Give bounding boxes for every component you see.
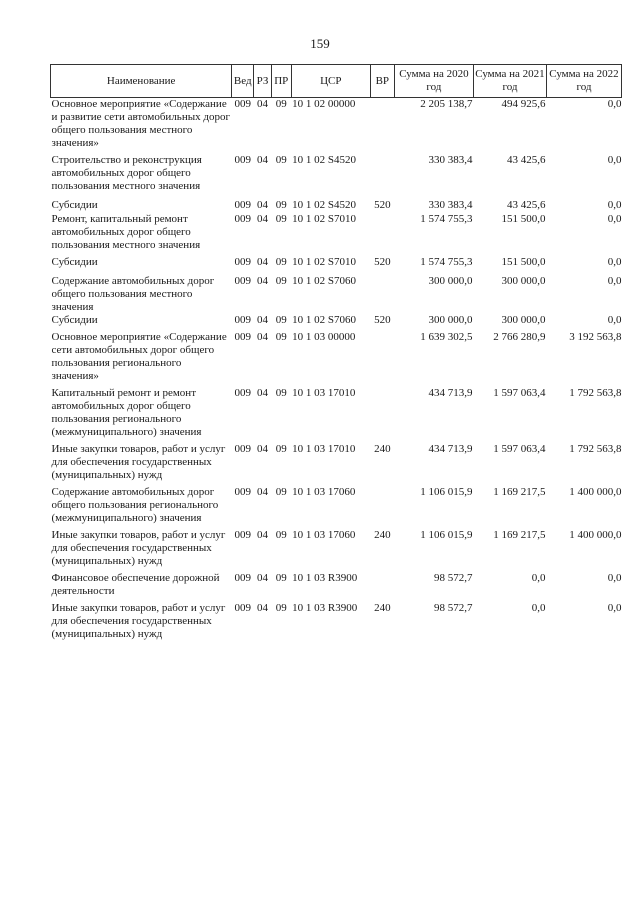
- page-number: 159: [310, 36, 330, 51]
- row-vr: [370, 98, 394, 155]
- row-sum-2022: 1 792 563,8: [569, 443, 622, 455]
- header-ved: Вед: [232, 65, 254, 98]
- row-vr: 240: [374, 529, 391, 541]
- row-name: Субсидии: [51, 256, 98, 268]
- row-csr: 10 1 03 R3900: [292, 572, 358, 584]
- row-rz: 04: [257, 529, 269, 541]
- row-rz: 04: [257, 199, 269, 211]
- header-csr: ЦСР: [291, 65, 370, 98]
- row-sum-2022: 1 400 000,0: [569, 486, 622, 498]
- row-csr: 10 1 02 S4520: [292, 154, 357, 166]
- row-pr: 09: [275, 314, 287, 326]
- row-pr: 09: [275, 213, 287, 225]
- row-sum-2020: 1 106 015,9: [420, 529, 473, 541]
- row-vr: [370, 331, 394, 387]
- row-vr: 240: [374, 443, 391, 455]
- row-sum-2020: 434 713,9: [428, 443, 473, 455]
- row-sum-2022: 0,0: [607, 199, 622, 211]
- row-csr: 10 1 03 17060: [292, 529, 356, 541]
- table-row: [51, 213, 622, 256]
- row-sum-2022: 0,0: [607, 602, 622, 614]
- row-vr: [370, 275, 394, 314]
- row-sum-2021: 494 925,6: [501, 98, 546, 110]
- row-sum-2021: 300 000,0: [501, 314, 546, 326]
- table-row: [51, 387, 622, 443]
- row-sum-2021: 2 766 280,9: [493, 331, 546, 343]
- table-row: [51, 314, 622, 331]
- row-name: Ремонт, капитальный ремонт автомобильных дорог общего пользования местного значения: [51, 213, 201, 251]
- row-csr: 10 1 03 00000: [292, 331, 356, 343]
- row-pr: 09: [275, 529, 287, 541]
- row-rz: 04: [257, 486, 269, 498]
- row-csr: 10 1 02 S7010: [292, 256, 357, 268]
- row-name: Иные закупки товаров, работ и услуг для обеспечения государственных (муниципальных) нужд: [51, 602, 226, 640]
- header-vr: ВР: [370, 65, 394, 98]
- row-sum-2022: 0,0: [607, 572, 622, 584]
- row-name: Содержание автомобильных дорог общего пользования регионального (межмуниципального) значения: [51, 486, 219, 524]
- table-row: [51, 602, 622, 645]
- row-vr: [370, 572, 394, 602]
- row-pr: 09: [275, 486, 287, 498]
- row-csr: 10 1 03 17010: [292, 443, 356, 455]
- row-ved: 009: [234, 387, 251, 399]
- row-vr: [370, 154, 394, 199]
- row-ved: 009: [234, 486, 251, 498]
- table-row: [51, 256, 622, 275]
- row-sum-2022: 0,0: [607, 314, 622, 326]
- table-row: [51, 331, 622, 387]
- row-csr: 10 1 02 S7060: [292, 314, 357, 326]
- row-sum-2021: 151 500,0: [501, 213, 546, 225]
- row-rz: 04: [257, 213, 269, 225]
- row-sum-2020: 98 572,7: [434, 602, 473, 614]
- table-row: [51, 154, 622, 199]
- row-ved: 009: [234, 199, 251, 211]
- row-name: Финансовое обеспечение дорожной деятельности: [51, 572, 220, 597]
- row-rz: 04: [257, 154, 269, 166]
- table-row: [51, 199, 622, 213]
- row-sum-2020: 1 574 755,3: [420, 256, 473, 268]
- row-sum-2020: 434 713,9: [428, 387, 473, 399]
- row-csr: 10 1 02 S7060: [292, 275, 357, 287]
- table-row: [51, 443, 622, 486]
- row-csr: 10 1 02 S4520: [292, 199, 357, 211]
- row-sum-2020: 2 205 138,7: [420, 98, 473, 110]
- row-sum-2022: 1 400 000,0: [569, 529, 622, 541]
- table-row: [51, 529, 622, 572]
- row-name: Содержание автомобильных дорог общего пользования местного значения: [51, 275, 215, 313]
- row-ved: 009: [234, 314, 251, 326]
- row-vr: [370, 213, 394, 256]
- row-sum-2021: 0,0: [531, 572, 546, 584]
- row-rz: 04: [257, 331, 269, 343]
- row-name: Субсидии: [51, 199, 98, 211]
- row-ved: 009: [234, 529, 251, 541]
- row-sum-2020: 300 000,0: [428, 275, 473, 287]
- row-pr: 09: [275, 572, 287, 584]
- header-pr: ПР: [271, 65, 291, 98]
- row-pr: 09: [275, 199, 287, 211]
- row-name: Иные закупки товаров, работ и услуг для обеспечения государственных (муниципальных) нужд: [51, 443, 226, 481]
- table-row: [51, 98, 622, 155]
- row-sum-2021: 1 597 063,4: [493, 443, 546, 455]
- row-csr: 10 1 02 00000: [292, 98, 356, 110]
- table-row: [51, 572, 622, 602]
- row-vr: [370, 486, 394, 529]
- row-rz: 04: [257, 98, 269, 110]
- row-sum-2020: 1 106 015,9: [420, 486, 473, 498]
- row-csr: 10 1 03 R3900: [292, 602, 358, 614]
- row-sum-2022: 0,0: [607, 98, 622, 110]
- row-pr: 09: [275, 387, 287, 399]
- row-sum-2021: 1 169 217,5: [493, 529, 546, 541]
- row-name: Основное мероприятие «Содержание и развитие сети автомобильных дорог общего пользования местного значения»: [51, 98, 230, 149]
- row-vr: 520: [374, 199, 391, 211]
- row-pr: 09: [275, 256, 287, 268]
- row-ved: 009: [234, 443, 251, 455]
- table-row: [51, 275, 622, 314]
- row-sum-2022: 1 792 563,8: [569, 387, 622, 399]
- header-name: Наименование: [51, 65, 232, 98]
- header-sum-2020: Сумма на 2020 год: [394, 65, 473, 98]
- row-sum-2020: 1 639 302,5: [420, 331, 473, 343]
- row-sum-2021: 1 597 063,4: [493, 387, 546, 399]
- row-ved: 009: [234, 98, 251, 110]
- row-rz: 04: [257, 572, 269, 584]
- row-sum-2020: 300 000,0: [428, 314, 473, 326]
- row-pr: 09: [275, 331, 287, 343]
- row-sum-2020: 98 572,7: [434, 572, 473, 584]
- row-rz: 04: [257, 443, 269, 455]
- row-ved: 009: [234, 331, 251, 343]
- row-vr: 520: [374, 256, 391, 268]
- header-rz: РЗ: [254, 65, 272, 98]
- row-ved: 009: [234, 275, 251, 287]
- row-csr: 10 1 03 17010: [292, 387, 356, 399]
- row-sum-2022: 0,0: [607, 213, 622, 225]
- row-sum-2020: 1 574 755,3: [420, 213, 473, 225]
- row-sum-2021: 151 500,0: [501, 256, 546, 268]
- row-vr: 240: [374, 602, 391, 614]
- row-csr: 10 1 03 17060: [292, 486, 356, 498]
- header-sum-2022: Сумма на 2022 год: [546, 65, 621, 98]
- row-ved: 009: [234, 572, 251, 584]
- row-sum-2021: 0,0: [531, 602, 546, 614]
- row-ved: 009: [234, 213, 251, 225]
- budget-table: [50, 64, 622, 645]
- row-sum-2022: 0,0: [607, 275, 622, 287]
- row-ved: 009: [234, 256, 251, 268]
- row-name: Строительство и реконструкция автомобильных дорог общего пользования местного значения: [51, 154, 202, 192]
- header-sum-2021: Сумма на 2021 год: [474, 65, 547, 98]
- row-ved: 009: [234, 154, 251, 166]
- row-vr: [370, 387, 394, 443]
- row-sum-2020: 330 383,4: [428, 199, 473, 211]
- row-pr: 09: [275, 443, 287, 455]
- row-sum-2022: 3 192 563,8: [569, 331, 622, 343]
- row-sum-2022: 0,0: [607, 154, 622, 166]
- row-pr: 09: [275, 275, 287, 287]
- row-rz: 04: [257, 387, 269, 399]
- row-name: Основное мероприятие «Содержание сети автомобильных дорог общего пользования регионального значения»: [51, 331, 227, 382]
- row-sum-2020: 330 383,4: [428, 154, 473, 166]
- table-header-row: [51, 65, 622, 98]
- row-sum-2021: 1 169 217,5: [493, 486, 546, 498]
- row-ved: 009: [234, 602, 251, 614]
- row-sum-2021: 300 000,0: [501, 275, 546, 287]
- row-sum-2021: 43 425,6: [506, 154, 546, 166]
- row-sum-2021: 43 425,6: [506, 199, 546, 211]
- row-name: Субсидии: [51, 314, 98, 326]
- table-row: [51, 486, 622, 529]
- row-name: Капитальный ремонт и ремонт автомобильных дорог общего пользования регионального (межмуниципального) значения: [51, 387, 202, 438]
- row-sum-2022: 0,0: [607, 256, 622, 268]
- row-pr: 09: [275, 154, 287, 166]
- row-name: Иные закупки товаров, работ и услуг для обеспечения государственных (муниципальных) нужд: [51, 529, 226, 567]
- row-pr: 09: [275, 602, 287, 614]
- row-csr: 10 1 02 S7010: [292, 213, 357, 225]
- row-rz: 04: [257, 275, 269, 287]
- row-vr: 520: [374, 314, 391, 326]
- row-pr: 09: [275, 98, 287, 110]
- row-rz: 04: [257, 602, 269, 614]
- row-rz: 04: [257, 256, 269, 268]
- row-rz: 04: [257, 314, 269, 326]
